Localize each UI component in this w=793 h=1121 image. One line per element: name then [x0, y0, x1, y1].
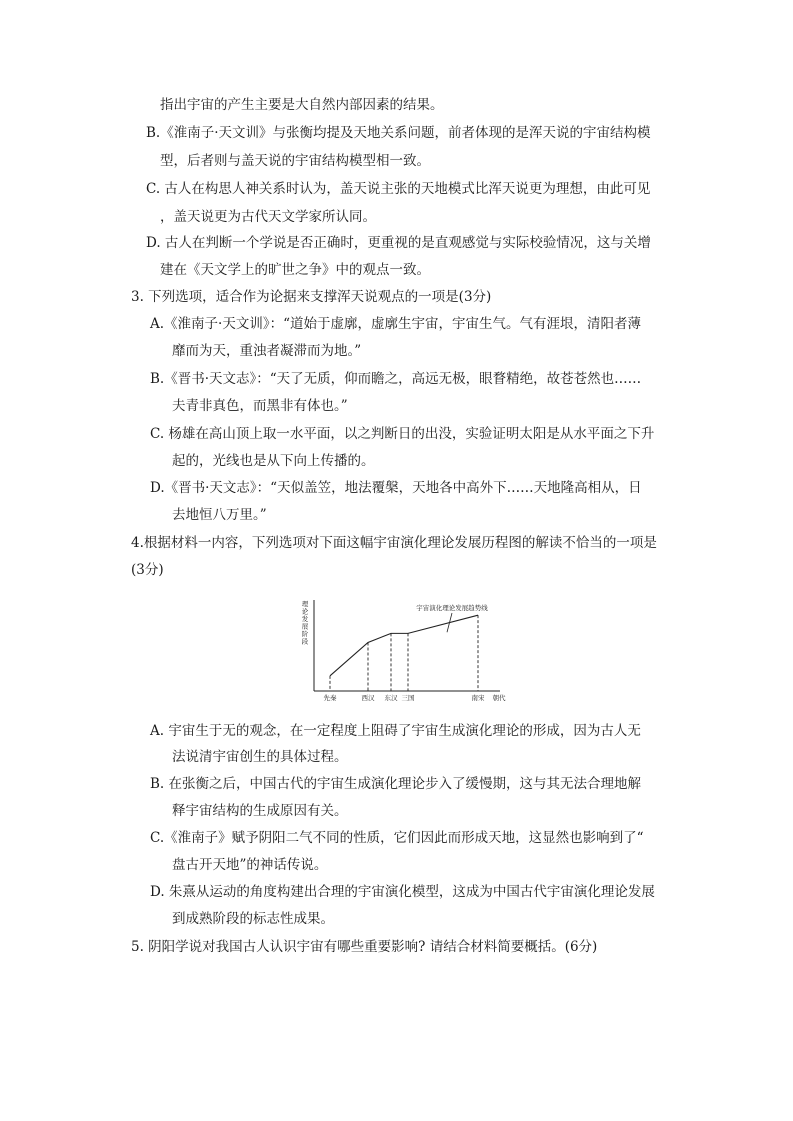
trend-line: [330, 615, 478, 676]
q2-option-a-line2: 指出宇宙的产生主要是大自然内部因素的结果。: [160, 97, 444, 113]
q2-option-b-line2: 型，后者则与盖天说的宇宙结构模型相一致。: [160, 153, 430, 169]
q3-option-a-line2: 靡而为天，重浊者凝滞而为地。”: [172, 343, 362, 359]
q4-option-b-line2: 释宇宙结构的生成原因有关。: [172, 803, 348, 819]
q4-option-a-line1: A. 宇宙生于无的观念，在一定程度上阻碍了宇宙生成演化理论的形成，因为古人无: [150, 723, 641, 739]
x-tick-label: 先秦: [323, 694, 337, 702]
q3-option-d-line1: D.《晋书·天文志》：“天似盖笠，地法覆槃，天地各中高外下……天地隆高相从，日: [150, 480, 642, 496]
q4-option-d-line1: D. 朱熹从运动的角度构建出合理的宇宙演化模型，这成为中国古代宇宙演化理论发展: [150, 884, 655, 900]
q5-stem: 5. 阴阳学说对我国古人认识宇宙有哪些重要影响? 请结合材料简要概括。(6分): [131, 939, 598, 955]
q2-option-d-line1: D. 古人在判断一个学说是否正确时，更重视的是直观感觉与实际校验情况，这与关增: [146, 235, 651, 251]
q2-option-c-line2: ，盖天说更为古代天文学家所认同。: [160, 209, 376, 225]
q3-option-c-line1: C. 杨雄在高山顶上取一水平面，以之判断日的出没，实验证明太阳是从水平面之下升: [150, 426, 655, 442]
chart-guides: [330, 613, 478, 691]
x-axis-label: 朝代: [492, 694, 506, 702]
q4-stem-line2: (3分): [131, 562, 164, 578]
x-tick-label: 东汉: [384, 694, 398, 702]
development-chart: [300, 596, 510, 708]
q4-option-d-line2: 到成熟阶段的标志性成果。: [172, 911, 334, 927]
q4-option-c-line2: 盘古开天地”的神话传说。: [172, 857, 328, 873]
q4-option-b-line1: B. 在张衡之后，中国古代的宇宙生成演化理论步入了缓慢期，这与其无法合理地解: [150, 776, 642, 792]
q4-option-c-line1: C.《淮南子》赋予阴阳二气不同的性质，它们因此而形成天地，这显然也影响到了“: [150, 830, 644, 846]
chart-series: [330, 615, 478, 676]
x-tick-label: 三国: [401, 694, 415, 702]
q2-option-b-line1: B.《淮南子·天文训》与张衡均提及天地关系问题，前者体现的是浑天说的宇宙结构模: [146, 125, 651, 141]
q3-stem: 3. 下列选项，适合作为论据来支撑浑天说观点的一项是(3分): [131, 289, 492, 305]
q3-option-c-line2: 起的，光线也是从下向上传播的。: [172, 453, 375, 469]
q3-option-a-line1: A.《淮南子·天文训》：“道始于虚廓，虚廓生宇宙，宇宙生气。气有涯垠，清阳者薄: [150, 316, 641, 332]
q3-option-b-line2: 夫青非真色，而黑非有体也。”: [172, 398, 348, 414]
q4-option-a-line2: 法说清宇宙创生的具体过程。: [172, 749, 348, 765]
x-tick-label: 南宋: [471, 694, 485, 702]
q2-option-c-line1: C. 古人在构思人神关系时认为，盖天说主张的天地模式比浑天说更为理想，由此可见: [146, 181, 651, 197]
q4-stem-line1: 4.根据材料一内容，下列选项对下面这幅宇宙演化理论发展历程图的解读不恰当的一项是: [131, 535, 657, 551]
chart-axes: [314, 600, 500, 691]
q3-option-b-line1: B.《晋书·天文志》：“天了无质，仰而瞻之，高远无极，眼瞀精绝，故苍苍然也……: [150, 371, 642, 387]
q2-option-d-line2: 建在《天文学上的旷世之争》中的观点一致。: [160, 262, 430, 278]
y-axis-label: 理论发展阶段: [301, 600, 309, 646]
x-tick-label: 西汉: [361, 694, 375, 702]
q3-option-d-line2: 去地恒八万里。”: [172, 507, 267, 523]
annotation-label: 宇宙演化理论发展趋势线: [416, 604, 488, 612]
